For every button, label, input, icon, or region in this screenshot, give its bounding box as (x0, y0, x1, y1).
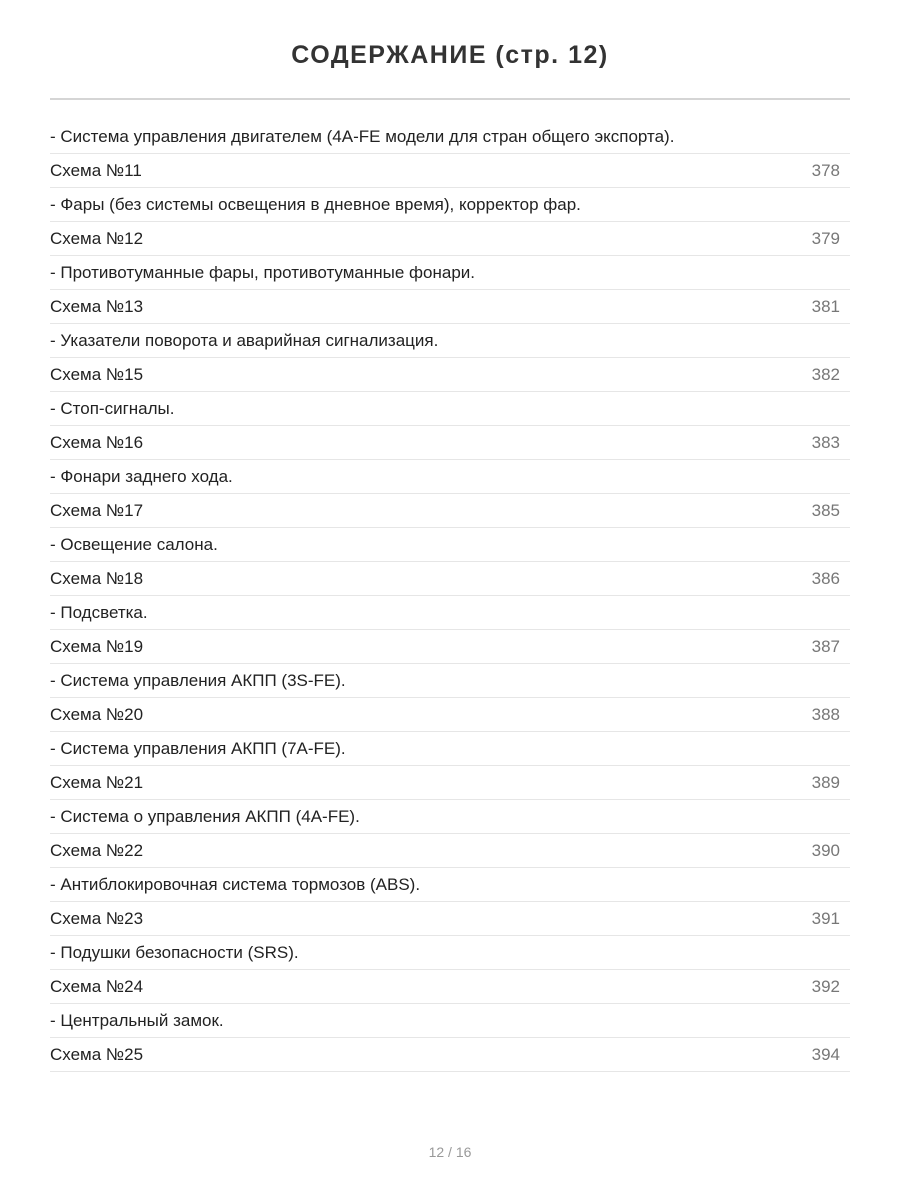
toc-scheme-row (50, 426, 850, 460)
page-counter: 12 / 16 (428, 1144, 472, 1160)
toc-description-text: - Фары (без системы освещения в дневное время), корректор фар. (50, 195, 581, 214)
toc-scheme-row (50, 698, 850, 732)
toc-scheme-label: Схема №20 (50, 705, 144, 724)
toc-description-row (50, 868, 850, 902)
page-title: СОДЕРЖАНИЕ (стр. 12) (291, 41, 609, 69)
toc-scheme-label: Схема №19 (50, 637, 144, 656)
toc-page-number: 389 (811, 773, 840, 792)
toc-description-row (50, 460, 850, 494)
toc-scheme-label: Схема №18 (50, 569, 144, 588)
toc-description-row (50, 596, 850, 630)
toc-scheme-label: Схема №15 (50, 365, 144, 384)
toc-description-row (50, 732, 850, 766)
toc-description-row (50, 936, 850, 970)
toc-description-row (50, 1004, 850, 1038)
toc-scheme-label: Схема №21 (50, 773, 144, 792)
toc-list (50, 120, 850, 1072)
toc-description-row (50, 188, 850, 222)
toc-scheme-row (50, 562, 850, 596)
toc-description-row (50, 800, 850, 834)
toc-scheme-label: Схема №22 (50, 841, 144, 860)
toc-page-number: 386 (811, 569, 840, 588)
toc-description-row (50, 324, 850, 358)
toc-scheme-label: Схема №25 (50, 1045, 144, 1064)
toc-description-text: - Подушки безопасности (SRS). (50, 943, 299, 962)
toc-scheme-row (50, 358, 850, 392)
toc-scheme-label: Схема №23 (50, 909, 144, 928)
toc-page-number: 383 (811, 433, 840, 452)
toc-page-number: 378 (811, 161, 840, 180)
toc-description-row (50, 392, 850, 426)
toc-description-text: - Система о управления АКПП (4A-FE). (50, 807, 360, 826)
toc-description-text: - Противотуманные фары, противотуманные фонари. (50, 263, 476, 282)
toc-scheme-row (50, 834, 850, 868)
toc-description-text: - Подсветка. (50, 603, 148, 622)
toc-scheme-label: Схема №12 (50, 229, 144, 248)
toc-description-row (50, 120, 850, 154)
toc-page-number: 388 (811, 705, 840, 724)
toc-scheme-label: Схема №11 (50, 161, 142, 180)
toc-scheme-label: Схема №13 (50, 297, 144, 316)
toc-scheme-label: Схема №17 (50, 501, 144, 520)
toc-description-row (50, 256, 850, 290)
toc-scheme-row (50, 630, 850, 664)
toc-page-number: 394 (811, 1045, 840, 1064)
toc-scheme-row (50, 494, 850, 528)
toc-description-text: - Система управления АКПП (7A-FE). (50, 739, 346, 758)
toc-scheme-row (50, 1038, 850, 1072)
toc-page-number: 379 (811, 229, 840, 248)
toc-page-number: 390 (811, 841, 840, 860)
toc-scheme-row (50, 902, 850, 936)
toc-description-text: - Система управления АКПП (3S-FE). (50, 671, 346, 690)
toc-page-number: 392 (811, 977, 840, 996)
toc-description-row (50, 528, 850, 562)
toc-scheme-row (50, 154, 850, 188)
toc-scheme-label: Схема №16 (50, 433, 144, 452)
toc-page-number: 387 (811, 637, 840, 656)
title-divider (50, 98, 850, 100)
toc-page-number: 391 (811, 909, 840, 928)
toc-scheme-row (50, 970, 850, 1004)
toc-description-text: - Фонари заднего хода. (50, 467, 233, 486)
toc-scheme-row (50, 290, 850, 324)
toc-description-text: - Система управления двигателем (4A-FE модели для стран общего экспорта). (50, 127, 675, 146)
toc-page-number: 385 (811, 501, 840, 520)
toc-description-text: - Указатели поворота и аварийная сигнализация. (50, 331, 439, 350)
toc-description-text: - Антиблокировочная система тормозов (ABS). (50, 875, 421, 894)
toc-page-number: 382 (811, 365, 840, 384)
toc-description-row (50, 664, 850, 698)
toc-page-number: 381 (811, 297, 840, 316)
toc-scheme-row (50, 222, 850, 256)
toc-description-text: - Центральный замок. (50, 1011, 224, 1030)
toc-description-text: - Стоп-сигналы. (50, 399, 175, 418)
toc-description-text: - Освещение салона. (50, 535, 218, 554)
toc-scheme-label: Схема №24 (50, 977, 144, 996)
toc-scheme-row (50, 766, 850, 800)
